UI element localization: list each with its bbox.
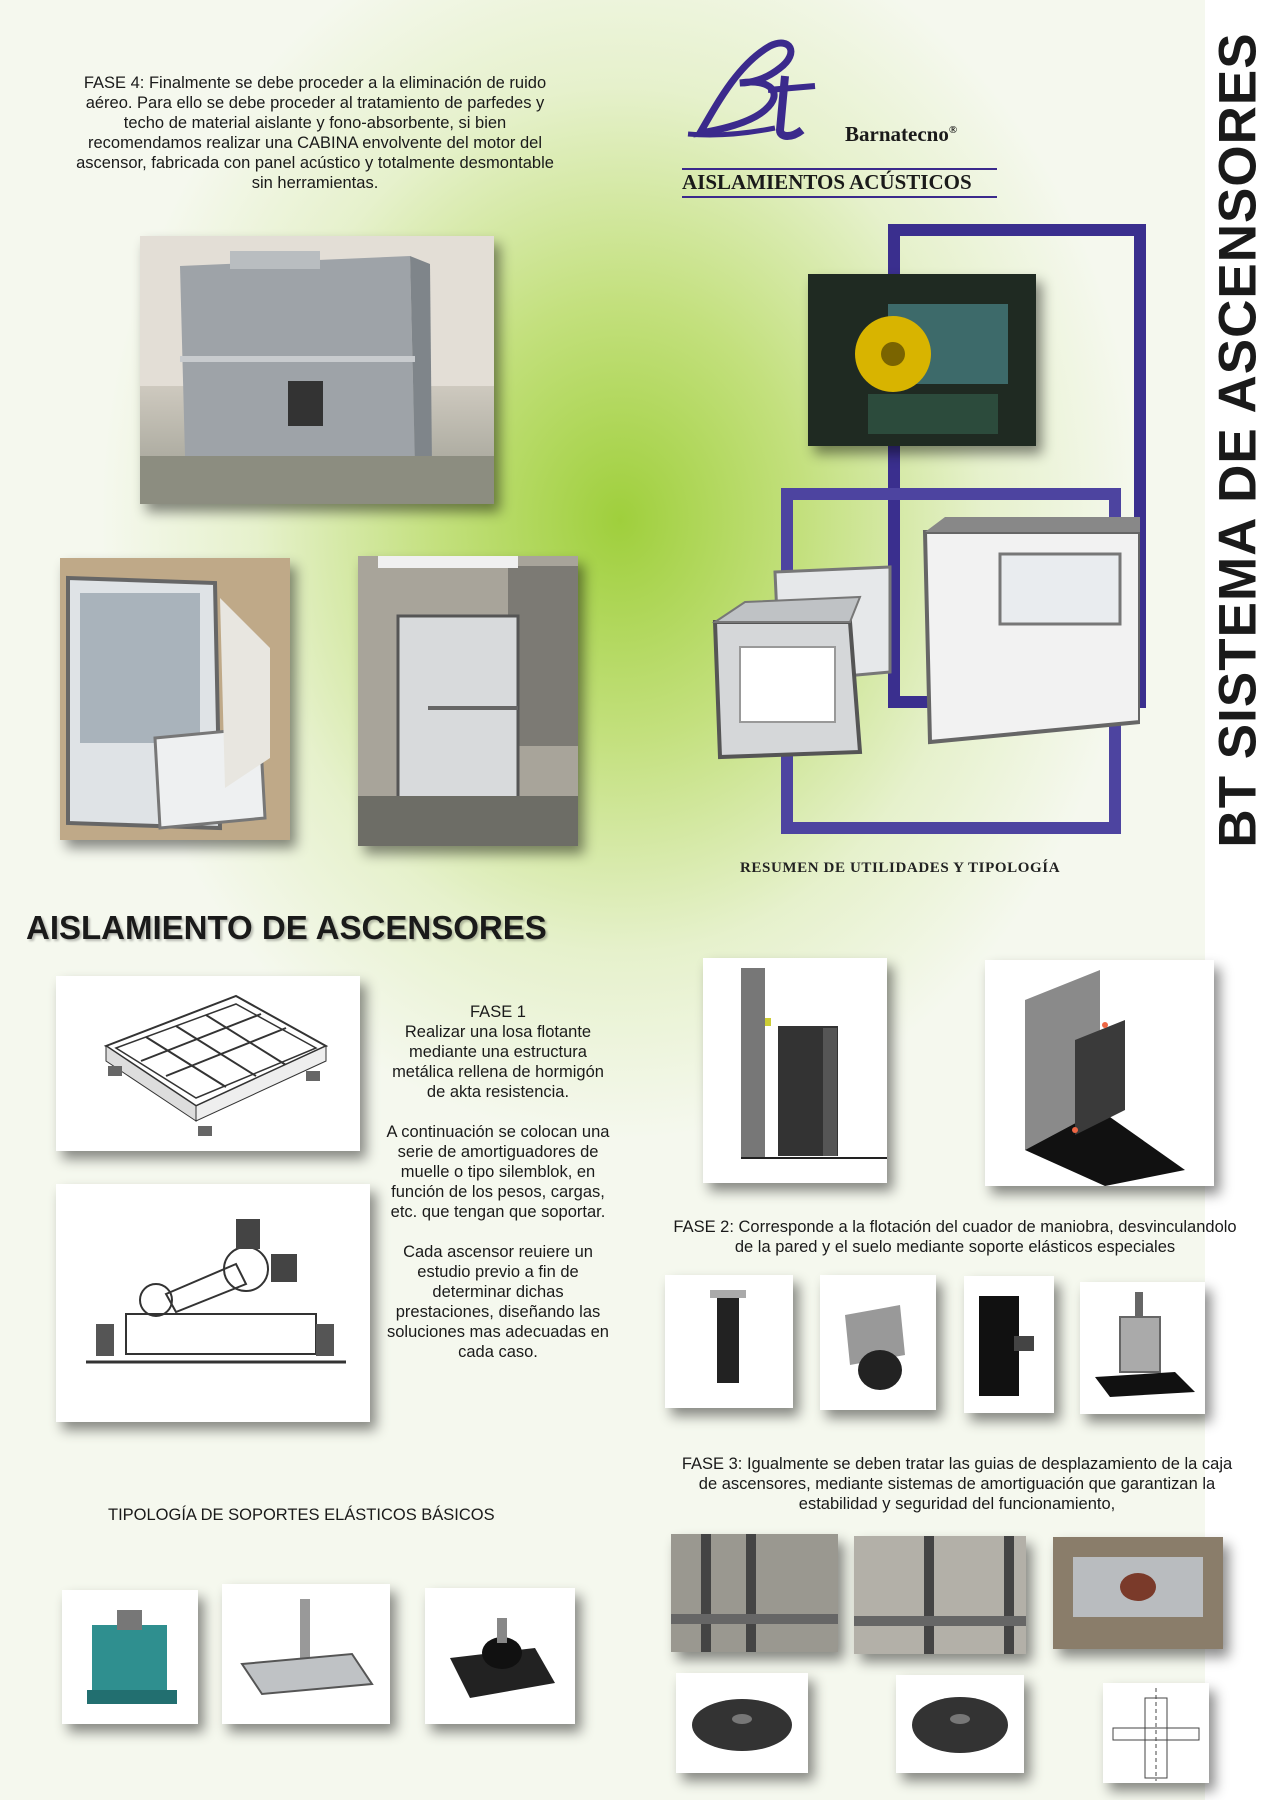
resumen-heading: RESUMEN DE UTILIDADES Y TIPOLOGÍA [740, 860, 1061, 876]
fase1-paragraph-1: Realizar una losa flotante mediante una estructura metálica rellena de hormigón de akta resistencia. [392, 1023, 604, 1101]
angle-mount-photo [820, 1275, 936, 1410]
fase4-text: FASE 4: Finalmente se debe proceder a la eliminación de ruido aéreo. Para ello se debe proceder al tratamiento de parfedes y techo de material aislante y fono-absorbente, si bien recomendamos realizar una CABINA envolvente del motor del ascensor, fabricada con panel acústico y totalmente desmontable sin herramientas. [76, 74, 554, 192]
fase1-paragraph-2: A continuación se colocan una serie de amortiguadores de muelle o tipo silemblok, en función de los pesos, cargas, etc. que tengan que soportar. [386, 1123, 610, 1221]
fase1-block [384, 1002, 612, 1362]
plate-mount-icon [222, 1584, 390, 1724]
logo [680, 38, 1010, 198]
rubber-mount-icon [425, 1588, 575, 1724]
rail-damper-photo [964, 1276, 1054, 1413]
rail-damper-icon [964, 1276, 1054, 1413]
control-panel-side-render [703, 958, 887, 1183]
cabin-machine-room-photo [358, 556, 578, 846]
spring-mount-photo [1080, 1282, 1205, 1414]
guide-rail-photo-2 [854, 1536, 1026, 1654]
enclosures-illustration [700, 512, 1140, 782]
fase1-paragraph-3: Cada ascensor reuiere un estudio previo a fin de determinar dichas prestaciones, diseñando las soluciones mas adecuadas en cada caso. [387, 1243, 609, 1361]
felt-pad-photo-2 [896, 1675, 1024, 1773]
felt-pad-2-icon [896, 1675, 1024, 1773]
pump-mount-diagram [56, 1184, 370, 1422]
wall-bracket-photo [665, 1275, 793, 1408]
tipologia-heading: TIPOLOGÍA DE SOPORTES ELÁSTICOS BÁSICOS [108, 1506, 495, 1524]
slab-illustration [56, 976, 360, 1151]
cabin-open-photo [60, 558, 290, 840]
guide-damper-icon [1053, 1537, 1223, 1649]
bolt-section-icon [1103, 1683, 1209, 1783]
panel-side-illustration [703, 958, 887, 1183]
spring-mount-icon [1080, 1282, 1205, 1414]
cabin-illustration [140, 236, 494, 504]
brand-name: Barnatecno [845, 122, 949, 146]
rubber-mount-photo [425, 1588, 575, 1724]
guide-rail-photo-1 [671, 1534, 838, 1652]
guide-damper-photo [1053, 1537, 1223, 1649]
housed-spring-mount-photo [62, 1590, 198, 1724]
bolt-section-drawing [1103, 1683, 1209, 1783]
registered-mark: ® [948, 124, 958, 136]
machine-room-illustration [358, 556, 578, 846]
fase2-text: FASE 2: Corresponde a la flotación del cuador de maniobra, desvinculandolo de la pared y el suelo mediante soporte elásticos especiales [673, 1218, 1237, 1256]
pump-illustration [56, 1184, 370, 1422]
fase1-title: FASE 1 [470, 1003, 526, 1021]
plate-mount-photo [222, 1584, 390, 1724]
cabin-open-illustration [60, 558, 290, 840]
felt-pad-photo-1 [676, 1673, 808, 1773]
cabin-photo [140, 236, 494, 504]
vertical-title: BT SISTEMA DE ASCENSORES [1208, 32, 1268, 848]
elevator-motor-photo [808, 274, 1036, 446]
main-title: AISLAMIENTO DE ASCENSORES [26, 909, 547, 946]
panel-3d-illustration [985, 960, 1214, 1186]
fase3-text: FASE 3: Igualmente se deben tratar las guias de desplazamiento de la caja de ascensores, mediante sistemas de amortiguación que garantizan la estabilidad y seguridad del funcionamiento, [681, 1455, 1233, 1513]
wall-bracket-icon [665, 1275, 793, 1408]
guide-rail-2-icon [854, 1536, 1026, 1654]
felt-pad-1-icon [676, 1673, 808, 1773]
floating-slab-diagram [56, 976, 360, 1151]
bt-monogram-icon [680, 38, 830, 148]
acoustic-enclosures-render [700, 512, 1140, 782]
guide-rail-1-icon [671, 1534, 838, 1652]
housed-spring-icon [62, 1590, 198, 1724]
angle-mount-icon [820, 1275, 936, 1410]
tagline: AISLAMIENTOS ACÚSTICOS [682, 168, 997, 198]
control-panel-3d-render [985, 960, 1214, 1186]
motor-illustration [808, 274, 1036, 446]
